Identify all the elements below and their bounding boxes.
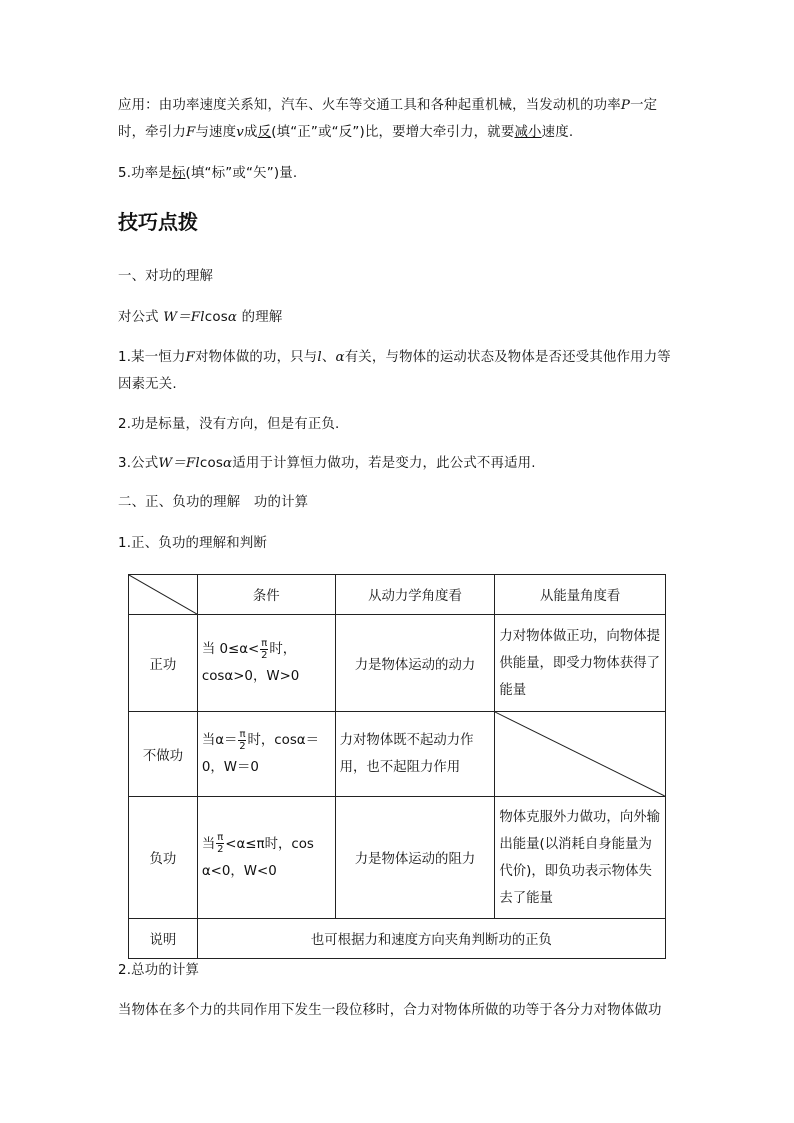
condition-cell: 当α＝ $\frac{\pi}{2}$ 时，cosα＝0，W＝0 (197, 712, 335, 797)
row-label: 正功 (129, 615, 198, 712)
table-note-row (129, 919, 666, 959)
diagonal-empty-cell (495, 712, 666, 797)
section-heading: 技巧点拨 (118, 210, 198, 234)
row-label: 负功 (129, 797, 198, 919)
item-2: 2.功是标量，没有方向，但是有正负. (118, 417, 340, 432)
work-sign-table (128, 574, 666, 959)
header-energy: 从能量角度看 (495, 575, 666, 615)
diagonal-header-cell (129, 575, 198, 615)
subsection-sub-1: 1.正、负功的理解和判断 (118, 536, 268, 551)
subsection-title-1: 一、对功的理解 (118, 269, 214, 284)
pi-over-2-fraction: $\frac{\pi}{2}$ (261, 637, 268, 661)
velocity-symbol: v (236, 125, 244, 140)
note-text: 也可根据力和速度方向夹角判断功的正负 (197, 919, 665, 959)
dynamics-cell: 力对物体既不起动力作用，也不起阻力作用 (335, 712, 495, 797)
item-3: 3.公式W＝Flcosα适用于计算恒力做功，若是变力，此公式不再适用. (118, 456, 536, 471)
subsection-sub-2: 2.总功的计算 (118, 963, 200, 978)
answer-blank-1: 反 (257, 125, 272, 140)
answer-blank-3: 标 (171, 166, 186, 181)
header-dynamics: 从动力学角度看 (335, 575, 495, 615)
table-header-row (129, 575, 666, 615)
power-symbol: P (620, 98, 631, 113)
application-paragraph: 应用：由功率速度关系知，汽车、火车等交通工具和各种起重机械，当发动机的功率P一定时，牵引力F与速度v成反(填“正”或“反”)比，要增大牵引力，就要减小速度. (118, 98, 658, 140)
force-symbol: F (185, 125, 196, 140)
answer-blank-2: 减小 (514, 125, 542, 140)
energy-cell: 力对物体做正功，向物体提供能量，即受力物体获得了能量 (495, 615, 666, 712)
condition-cell: 当 $\frac{\pi}{2}$ <α≤π时，cos α<0，W<0 (197, 797, 335, 919)
header-condition: 条件 (197, 575, 335, 615)
total-work-paragraph: 当物体在多个力的共同作用下发生一段位移时，合力对物体所做的功等于各分力对物体做功 (118, 1003, 662, 1018)
energy-cell: 物体克服外力做功，向外输出能量(以消耗自身能量为代价)，即负功表示物体失去了能量 (495, 797, 666, 919)
table-row (129, 797, 666, 919)
dynamics-cell: 力是物体运动的动力 (335, 615, 495, 712)
subsection-title-2: 二、正、负功的理解 功的计算 (118, 495, 309, 510)
table-row (129, 615, 666, 712)
pi-over-2-fraction: $\frac{\pi}{2}$ (217, 832, 224, 855)
table-row (129, 712, 666, 797)
note-label: 说明 (129, 919, 198, 959)
condition-cell: 当 0≤α< $\frac{\pi}{2}$ 时，cosα>0，W>0 (197, 615, 335, 712)
dynamics-cell: 力是物体运动的阻力 (335, 797, 495, 919)
pi-over-2-fraction: $\frac{\pi}{2}$ (239, 728, 246, 752)
power-scalar-paragraph: 5.功率是标(填“标”或“矢”)量. (118, 166, 298, 181)
formula-intro: 对公式 W＝Flcosα 的理解 (118, 310, 283, 325)
row-label: 不做功 (129, 712, 198, 797)
item-1: 1.某一恒力F对物体做的功，只与l、α有关，与物体的运动状态及物体是否还受其他作用力等因素无关. (118, 350, 671, 392)
